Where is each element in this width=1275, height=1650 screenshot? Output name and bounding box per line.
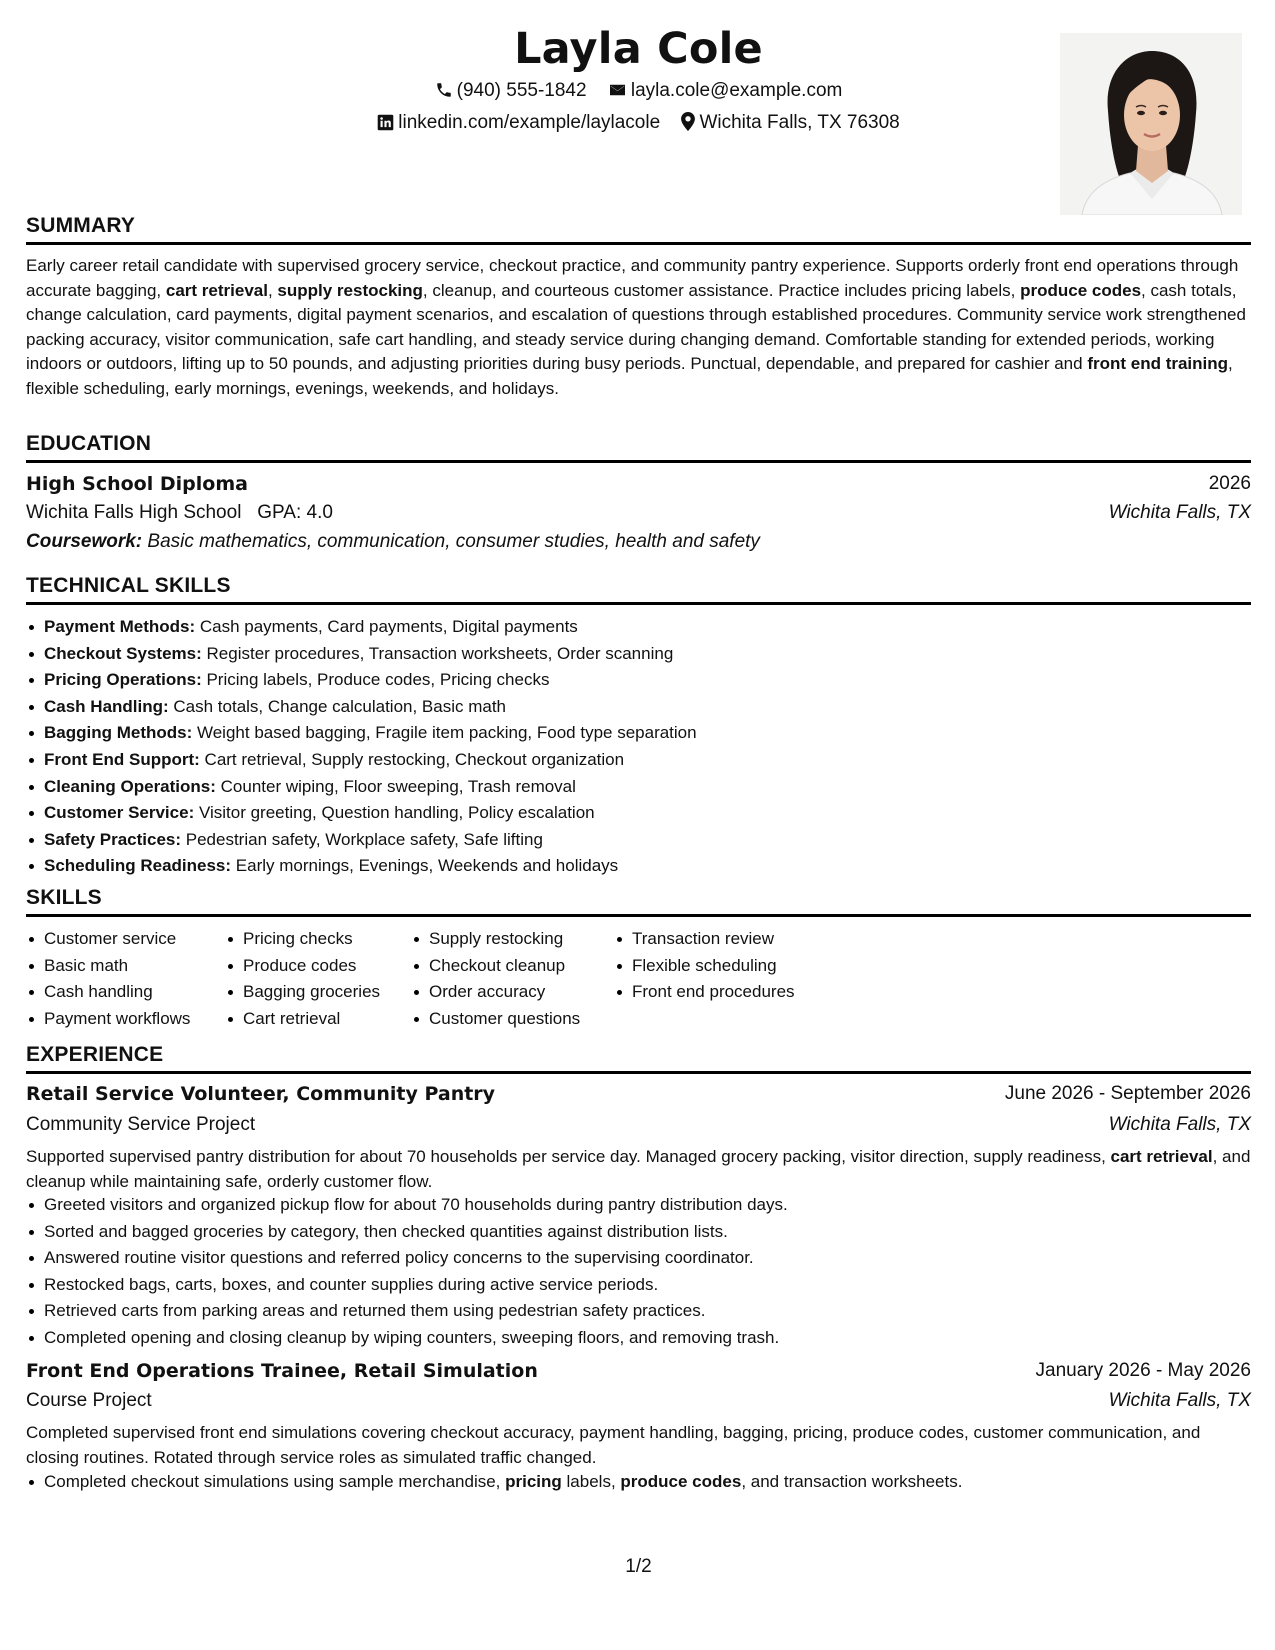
skill-values: Counter wiping, Floor sweeping, Trash removal — [215, 776, 576, 796]
skill-values: Weight based bagging, Fragile item packing, Food type separation — [192, 723, 697, 743]
skill-category: Cash Handling: — [44, 696, 169, 716]
school-name: Wichita Falls High School — [26, 502, 242, 523]
skill-item: Order accuracy — [429, 979, 580, 1006]
skill-values: Cart retrieval, Supply restocking, Checkout organization — [199, 749, 625, 769]
skill-category: Pricing Operations: — [44, 670, 202, 690]
text-run: , flexible scheduling, early mornings, evenings, weekends, and holidays. — [26, 354, 1233, 398]
bold-keyword: produce codes — [620, 1472, 742, 1491]
technical-skills-list — [26, 614, 697, 880]
skill-item: Checkout cleanup — [429, 953, 580, 980]
candidate-name: Layla Cole — [514, 24, 763, 74]
job-bullets — [26, 1192, 788, 1352]
text-run: , and transaction worksheets. — [741, 1472, 963, 1491]
skill-item: Basic math — [44, 953, 190, 980]
job-title: Retail Service Volunteer, Community Pantry — [26, 1083, 496, 1105]
skill-item: Cart retrieval — [243, 1006, 380, 1033]
technical-skills-heading: TECHNICAL SKILLS — [26, 574, 1251, 605]
text-run: Restocked bags, carts, boxes, and counter supplies during active service periods. — [44, 1274, 659, 1294]
school-info — [26, 502, 333, 524]
skill-item: Customer service — [44, 926, 190, 953]
skills-column — [225, 926, 380, 1032]
gpa: GPA: 4.0 — [257, 502, 333, 523]
skill-values: Early mornings, Evenings, Weekends and holidays — [231, 856, 619, 876]
skill-item: Front end procedures — [632, 979, 795, 1006]
skill-category: Bagging Methods: — [44, 723, 193, 743]
skill-item: Bagging groceries — [243, 979, 380, 1006]
skills-heading: SKILLS — [26, 886, 1251, 917]
phone-icon — [435, 81, 453, 99]
bold-keyword: supply restocking — [277, 280, 423, 300]
text-run: , cleanup, and courteous customer assistance. Practice includes pricing labels, — [422, 280, 1021, 300]
skill-category: Cleaning Operations: — [44, 776, 216, 796]
skill-item: Cash handling — [44, 979, 190, 1006]
technical-skill-item — [44, 774, 697, 801]
text-run: Completed opening and closing cleanup by wiping counters, sweeping floors, and removing trash. — [44, 1327, 780, 1347]
skill-item: Supply restocking — [429, 926, 580, 953]
skill-category: Customer Service: — [44, 803, 195, 823]
text-run: Greeted visitors and organized pickup flow for about 70 households during pantry distribution days. — [44, 1195, 788, 1214]
email-icon — [608, 81, 627, 99]
bold-keyword: produce codes — [1020, 280, 1142, 300]
skill-values: Register procedures, Transaction worksheets, Order scanning — [201, 643, 674, 663]
linkedin-contact[interactable] — [377, 112, 660, 134]
bold-keyword: cart retrieval — [1110, 1147, 1213, 1166]
job-description — [26, 1145, 1251, 1194]
list-item — [44, 1245, 788, 1272]
technical-skill-item — [44, 720, 697, 747]
skill-item: Payment workflows — [44, 1006, 190, 1033]
list-item — [44, 1325, 788, 1352]
profile-photo — [1060, 33, 1242, 215]
text-run: Early career retail candidate with supervised grocery service, checkout practice, and community pantry experience. Supports orderly front end operations through accurate bagging, — [26, 256, 1239, 300]
skill-category: Checkout Systems: — [44, 643, 202, 663]
technical-skill-item — [44, 827, 697, 854]
skill-item: Customer questions — [429, 1006, 580, 1033]
education-heading: EDUCATION — [26, 432, 1251, 463]
text-run: Answered routine visitor questions and referred policy concerns to the supervising coordinator. — [44, 1248, 754, 1268]
list-item — [44, 1298, 788, 1325]
phone-text: (940) 555-1842 — [456, 80, 587, 101]
text-run: Completed checkout simulations using sample merchandise, — [44, 1472, 506, 1491]
graduation-year: 2026 — [1208, 473, 1251, 494]
coursework-text: Basic mathematics, communication, consumer studies, health and safety — [147, 531, 760, 552]
text-run: , cash totals, change calculation, card payments, digital payment scenarios, and escalation of questions through established procedures. Community service work strengthened packing accuracy, visitor communication, safe cart handling, and steady service during changing demand. Comfortable standing for extended periods, working indoors or outdoors, lifting up to 50 pounds, and adjusting priorities during busy periods. Punctual, dependable, and prepared for cashier and — [26, 280, 1246, 373]
phone-contact[interactable] — [435, 80, 587, 102]
job-title: Front End Operations Trainee, Retail Simulation — [26, 1360, 538, 1382]
page-number: 1/2 — [625, 1556, 652, 1577]
school-location: Wichita Falls, TX — [1108, 502, 1251, 523]
job-org: Course Project — [26, 1390, 152, 1411]
text-run: Retrieved carts from parking areas and returned them using pedestrian safety practices. — [44, 1301, 706, 1321]
bold-keyword: cart retrieval — [165, 280, 268, 300]
skill-item: Flexible scheduling — [632, 953, 795, 980]
skill-values: Pricing labels, Produce codes, Pricing checks — [201, 670, 550, 690]
skill-item: Pricing checks — [243, 926, 380, 953]
skills-column — [26, 926, 190, 1032]
skill-values: Cash payments, Card payments, Digital payments — [195, 617, 578, 636]
technical-skill-item — [44, 641, 697, 668]
experience-heading: EXPERIENCE — [26, 1043, 1251, 1074]
job-org: Community Service Project — [26, 1114, 256, 1135]
skills-column — [411, 926, 580, 1032]
text-run: , — [267, 280, 278, 300]
bold-keyword: pricing — [505, 1472, 562, 1491]
skill-category: Front End Support: — [44, 749, 200, 769]
list-item — [44, 1469, 962, 1496]
technical-skill-item — [44, 614, 697, 641]
location-icon — [681, 112, 695, 131]
skills-column — [614, 926, 795, 1006]
technical-skill-item — [44, 800, 697, 827]
skill-values: Pedestrian safety, Workplace safety, Safe lifting — [181, 829, 543, 849]
skill-values: Visitor greeting, Question handling, Policy escalation — [194, 803, 595, 823]
skill-item: Produce codes — [243, 953, 380, 980]
linkedin-icon — [377, 114, 394, 131]
list-item — [44, 1192, 788, 1219]
job-bullets — [26, 1469, 962, 1496]
job-location: Wichita Falls, TX — [1108, 1114, 1251, 1135]
text-run: , and cleanup while maintaining safe, orderly customer flow. — [26, 1147, 1251, 1191]
text-run: Supported supervised pantry distribution for about 70 households per service day. Managed grocery packing, visitor direction, supply readiness, — [26, 1147, 1111, 1166]
list-item — [44, 1272, 788, 1299]
summary-heading: SUMMARY — [26, 214, 1251, 245]
bold-keyword: front end training — [1087, 354, 1229, 373]
technical-skill-item — [44, 667, 697, 694]
list-item — [44, 1219, 788, 1246]
email-text: layla.cole@example.com — [630, 80, 843, 101]
skill-values: Cash totals, Change calculation, Basic math — [168, 696, 507, 716]
skill-item: Transaction review — [632, 926, 795, 953]
skill-category: Payment Methods: — [44, 617, 196, 636]
job-dates: January 2026 - May 2026 — [1035, 1360, 1251, 1381]
location-text: Wichita Falls, TX 76308 — [699, 112, 900, 133]
job-location: Wichita Falls, TX — [1108, 1390, 1251, 1411]
technical-skill-item — [44, 747, 697, 774]
technical-skill-item — [44, 853, 697, 880]
email-contact[interactable] — [608, 80, 843, 102]
degree-name: High School Diploma — [26, 473, 248, 495]
location-contact — [681, 112, 899, 134]
summary-text — [26, 254, 1251, 401]
technical-skill-item — [44, 694, 697, 721]
text-run: labels, — [561, 1472, 621, 1491]
job-dates: June 2026 - September 2026 — [1004, 1083, 1251, 1104]
job-description — [26, 1421, 1251, 1470]
coursework-label: Coursework: — [26, 531, 143, 552]
skill-category: Scheduling Readiness: — [44, 856, 232, 876]
skill-category: Safety Practices: — [44, 829, 182, 849]
text-run: Completed supervised front end simulations covering checkout accuracy, payment handling, bagging, pricing, produce codes, customer communication, and closing routines. Rotated through service roles as simulated traffic changed. — [26, 1423, 1201, 1467]
resume-page — [26, 0, 1251, 1650]
linkedin-text: linkedin.com/example/laylacole — [398, 112, 661, 133]
text-run: Sorted and bagged groceries by category, then checked quantities against distribution lists. — [44, 1221, 728, 1241]
